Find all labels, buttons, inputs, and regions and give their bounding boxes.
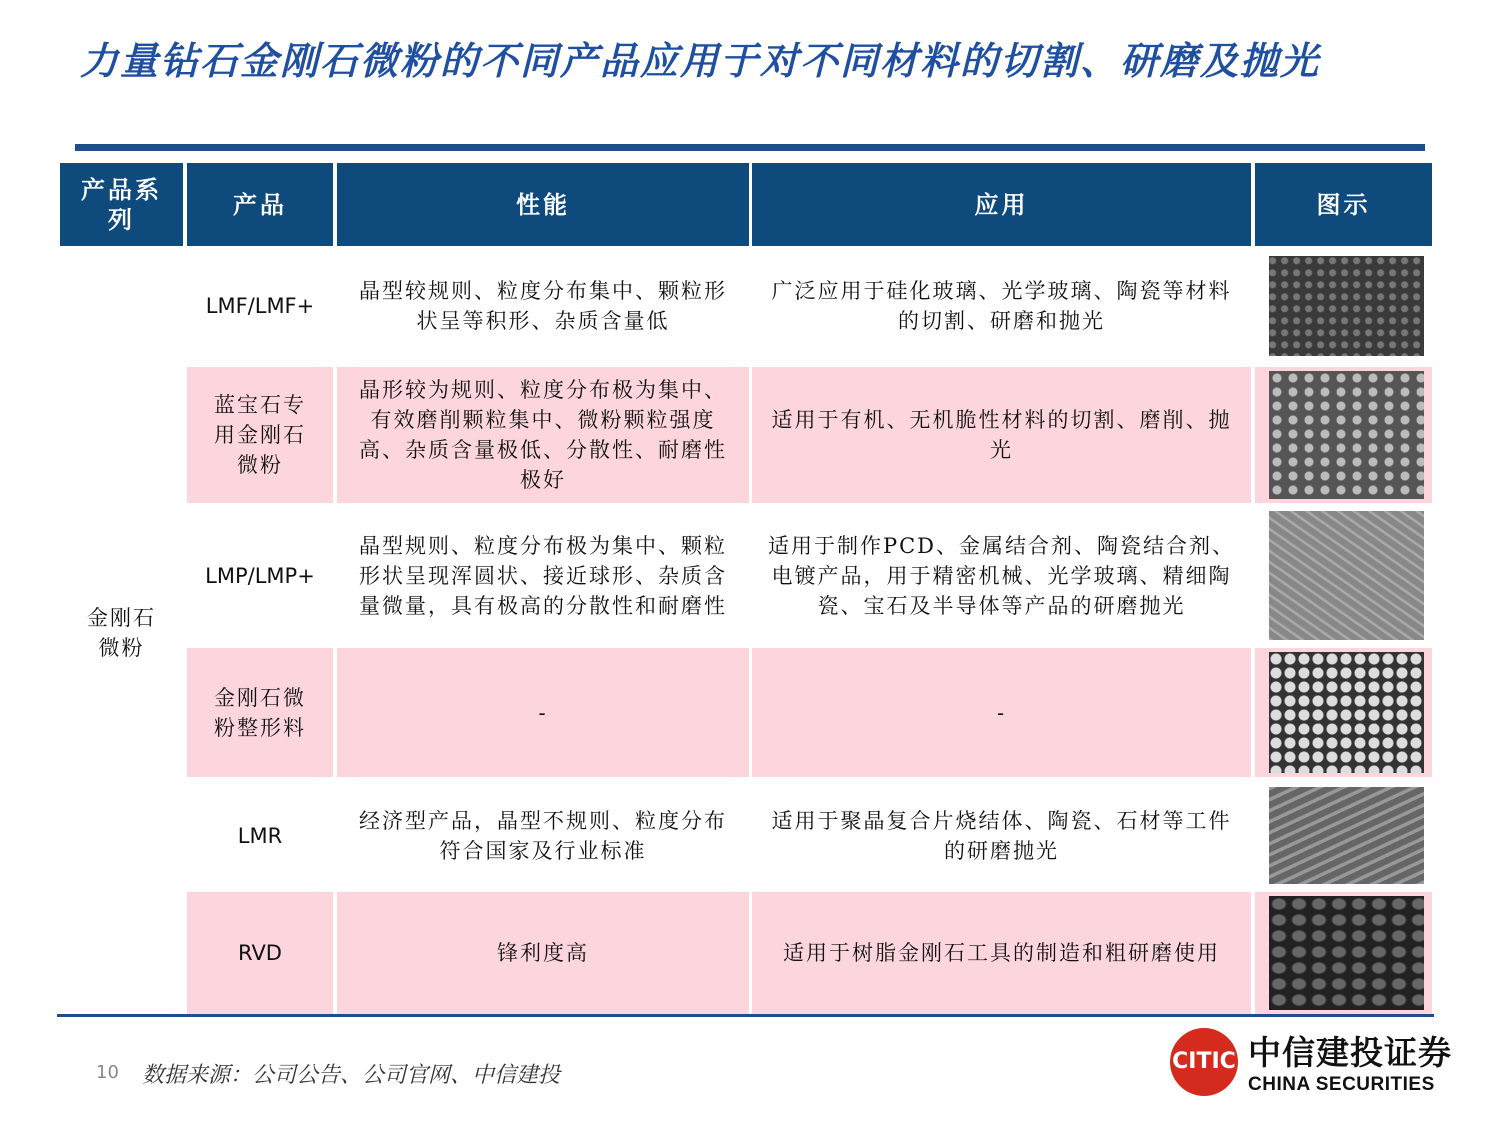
performance-cell: 晶型较规则、粒度分布集中、颗粒形状呈等积形、杂质含量低 [359,279,727,333]
series-cell: 金刚石微粉 [87,606,156,660]
performance-cell: 经济型产品，晶型不规则、粒度分布符合国家及行业标准 [359,808,727,863]
product-cell: LMP/LMP+ [205,563,315,588]
application-cell: 适用于有机、无机脆性材料的切割、磨削、抛光 [752,367,1251,503]
table-bottom-rule [57,1014,1434,1017]
logo-en: CHINA SECURITIES [1248,1074,1435,1095]
product-cell: 蓝宝石专用金刚石微粉 [187,367,333,503]
page-number: 10 [96,1062,119,1083]
application-cell: 适用于聚晶复合片烧结体、陶瓷、石材等工件的研磨抛光 [771,808,1232,863]
micrograph-irregular-image [1269,787,1424,884]
micrograph-light-image [1269,511,1424,640]
citic-logo-icon: CITIC [1170,1028,1238,1096]
page-title: 力量钻石金刚石微粉的不同产品应用于对不同材料的切割、研磨及抛光 [80,39,1321,83]
performance-cell: 晶型规则、粒度分布极为集中、颗粒形状呈现浑圆状、接近球形、杂质含量微量，具有极高的分散性和耐磨性 [359,533,727,618]
header-product: 产品 [187,163,333,246]
product-cell: LMR [237,823,283,848]
application-cell: - [752,648,1251,777]
image-cell [1255,783,1432,888]
image-cell [1255,252,1432,360]
product-cell: 金刚石微粉整形料 [187,648,333,777]
source-note: 数据来源：公司公告、公司官网、中信建投 [142,1063,561,1088]
performance-cell: 锋利度高 [337,892,749,1014]
china-securities-logo [1170,1027,1452,1096]
micrograph-rounded-image [1269,652,1424,773]
performance-cell: 晶形较为规则、粒度分布极为集中、有效磨削颗粒集中、微粉颗粒强度高、杂质含量极低、分散性、耐磨性极好 [337,367,749,503]
application-cell: 广泛应用于硅化玻璃、光学玻璃、陶瓷等材料的切割、研磨和抛光 [771,279,1232,333]
image-cell [1255,892,1432,1014]
logo-cn: 中信建投证券 [1248,1033,1452,1072]
application-cell: 适用于树脂金刚石工具的制造和粗研磨使用 [752,892,1251,1014]
header-image: 图示 [1255,163,1432,246]
product-cell: RVD [187,892,333,1014]
image-cell [1255,367,1432,503]
title-divider [75,144,1425,151]
image-cell [1255,648,1432,777]
product-cell: LMF/LMF+ [205,294,315,318]
application-cell: 适用于制作PCD、金属结合剂、陶瓷结合剂、电镀产品，用于精密机械、光学玻璃、精细陶瓷、宝石及半导体等产品的研磨抛光 [767,533,1236,618]
performance-cell: - [337,648,749,777]
header-performance: 性能 [337,163,749,246]
micrograph-sem-image [1269,371,1424,499]
micrograph-dark-crystals-image [1269,256,1424,356]
header-series: 产品系列 [60,163,183,246]
header-application: 应用 [752,163,1251,246]
image-cell [1255,507,1432,644]
micrograph-sharp-image [1269,896,1424,1010]
